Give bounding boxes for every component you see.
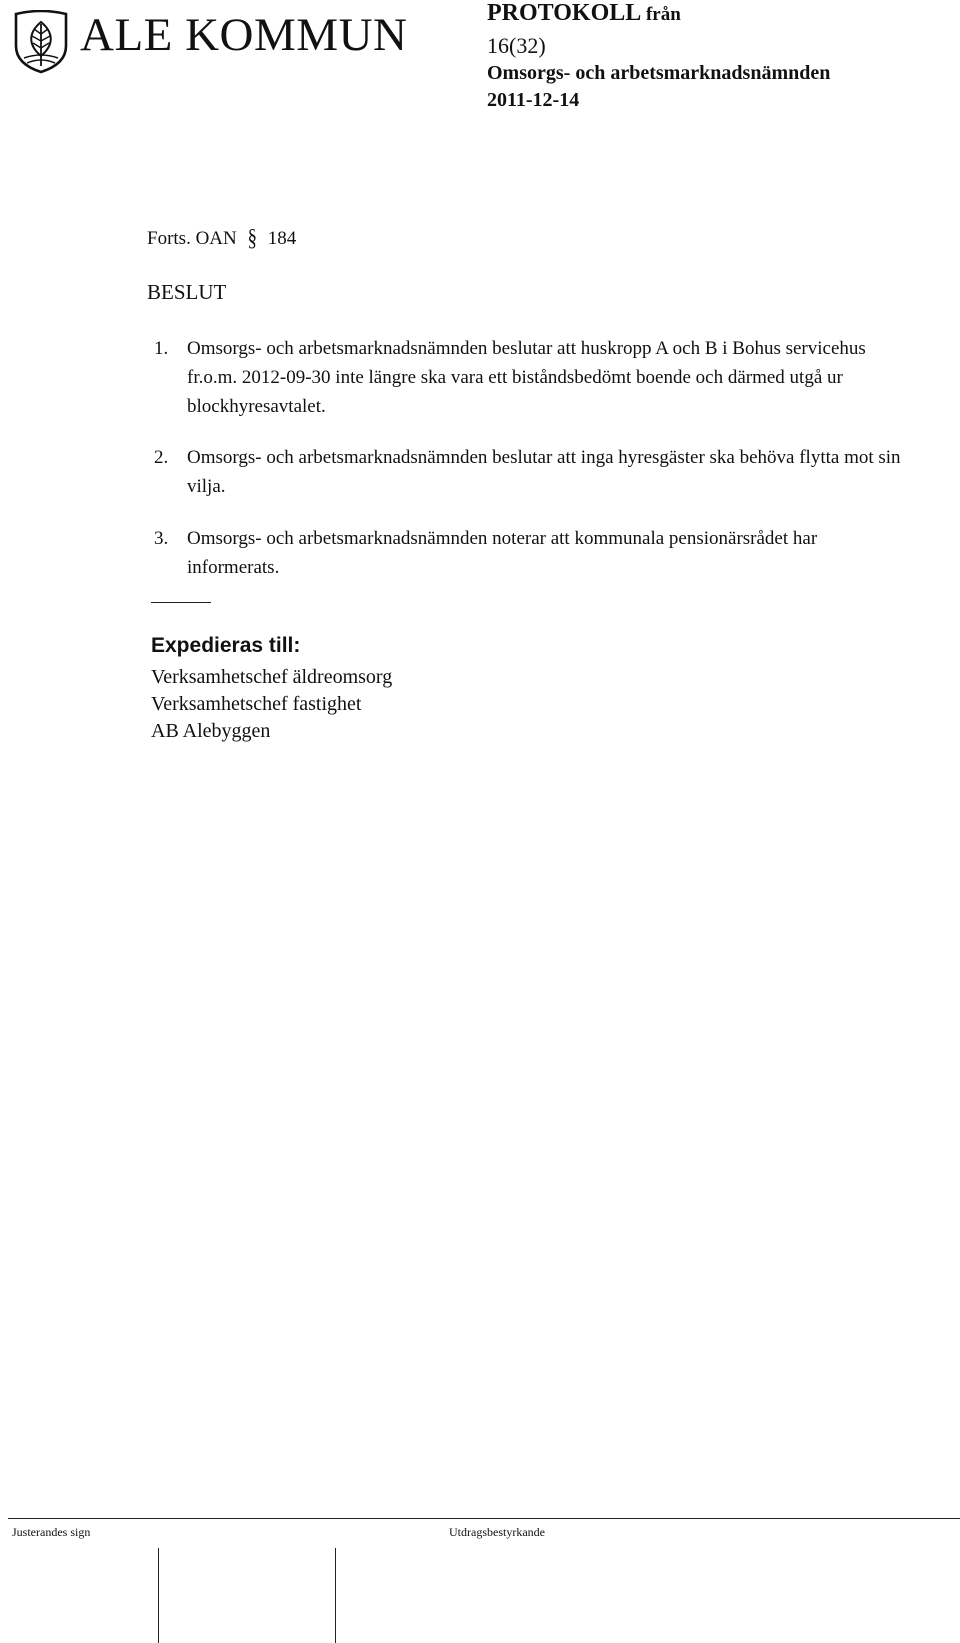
distribution-list [151,664,392,745]
recipient: AB Alebyggen [151,720,271,742]
decision-text: Omsorgs- och arbetsmarknadsnämnden beslutar att huskropp A och B i Bohus servicehus fr.o.m. 2012-09-30 inte längre ska vara ett biståndsbedömt boende och därmed utgå ur blockhyresavtalet. [187,338,866,417]
signature-box-divider [158,1548,159,1643]
decision-number: 1. [154,338,169,359]
footer-sign-label: Justerandes sign [12,1525,91,1539]
footer-attest-label: Utdragsbestyrkande [449,1525,545,1539]
document-title-suffix: från [645,4,681,25]
decision-text: Omsorgs- och arbetsmarknadsnämnden noterar att kommunala pensionärsrådet har informerats. [187,528,818,578]
decision-item [154,524,914,582]
org-name: ALE KOMMUN [80,9,408,61]
continuation-prefix: Forts. OAN [147,228,237,249]
section-heading: BESLUT [147,280,227,304]
footer-divider [8,1518,960,1519]
signature-box-divider [335,1548,336,1643]
divider [151,602,211,603]
decision-item [154,443,914,501]
ale-kommun-logo [10,10,72,74]
section-sign-icon: § [247,225,257,252]
continuation-reference [147,225,297,252]
page-number: 16(32) [487,33,546,58]
recipient: Verksamhetschef fastighet [151,693,362,715]
decision-number: 3. [154,528,169,549]
recipient: Verksamhetschef äldreomsorg [151,666,393,688]
meeting-date: 2011-12-14 [487,89,580,111]
board-name: Omsorgs- och arbetsmarknadsnämnden [487,62,831,84]
document-title [487,0,681,27]
document-title-main: PROTOKOLL [487,0,640,26]
distribution-title: Expedieras till: [151,634,301,657]
decision-number: 2. [154,447,169,468]
decision-text: Omsorgs- och arbetsmarknadsnämnden beslutar att inga hyresgäster ska behöva flytta mot sin vilja. [187,447,901,497]
continuation-number: 184 [267,228,297,249]
decision-item [154,334,914,421]
